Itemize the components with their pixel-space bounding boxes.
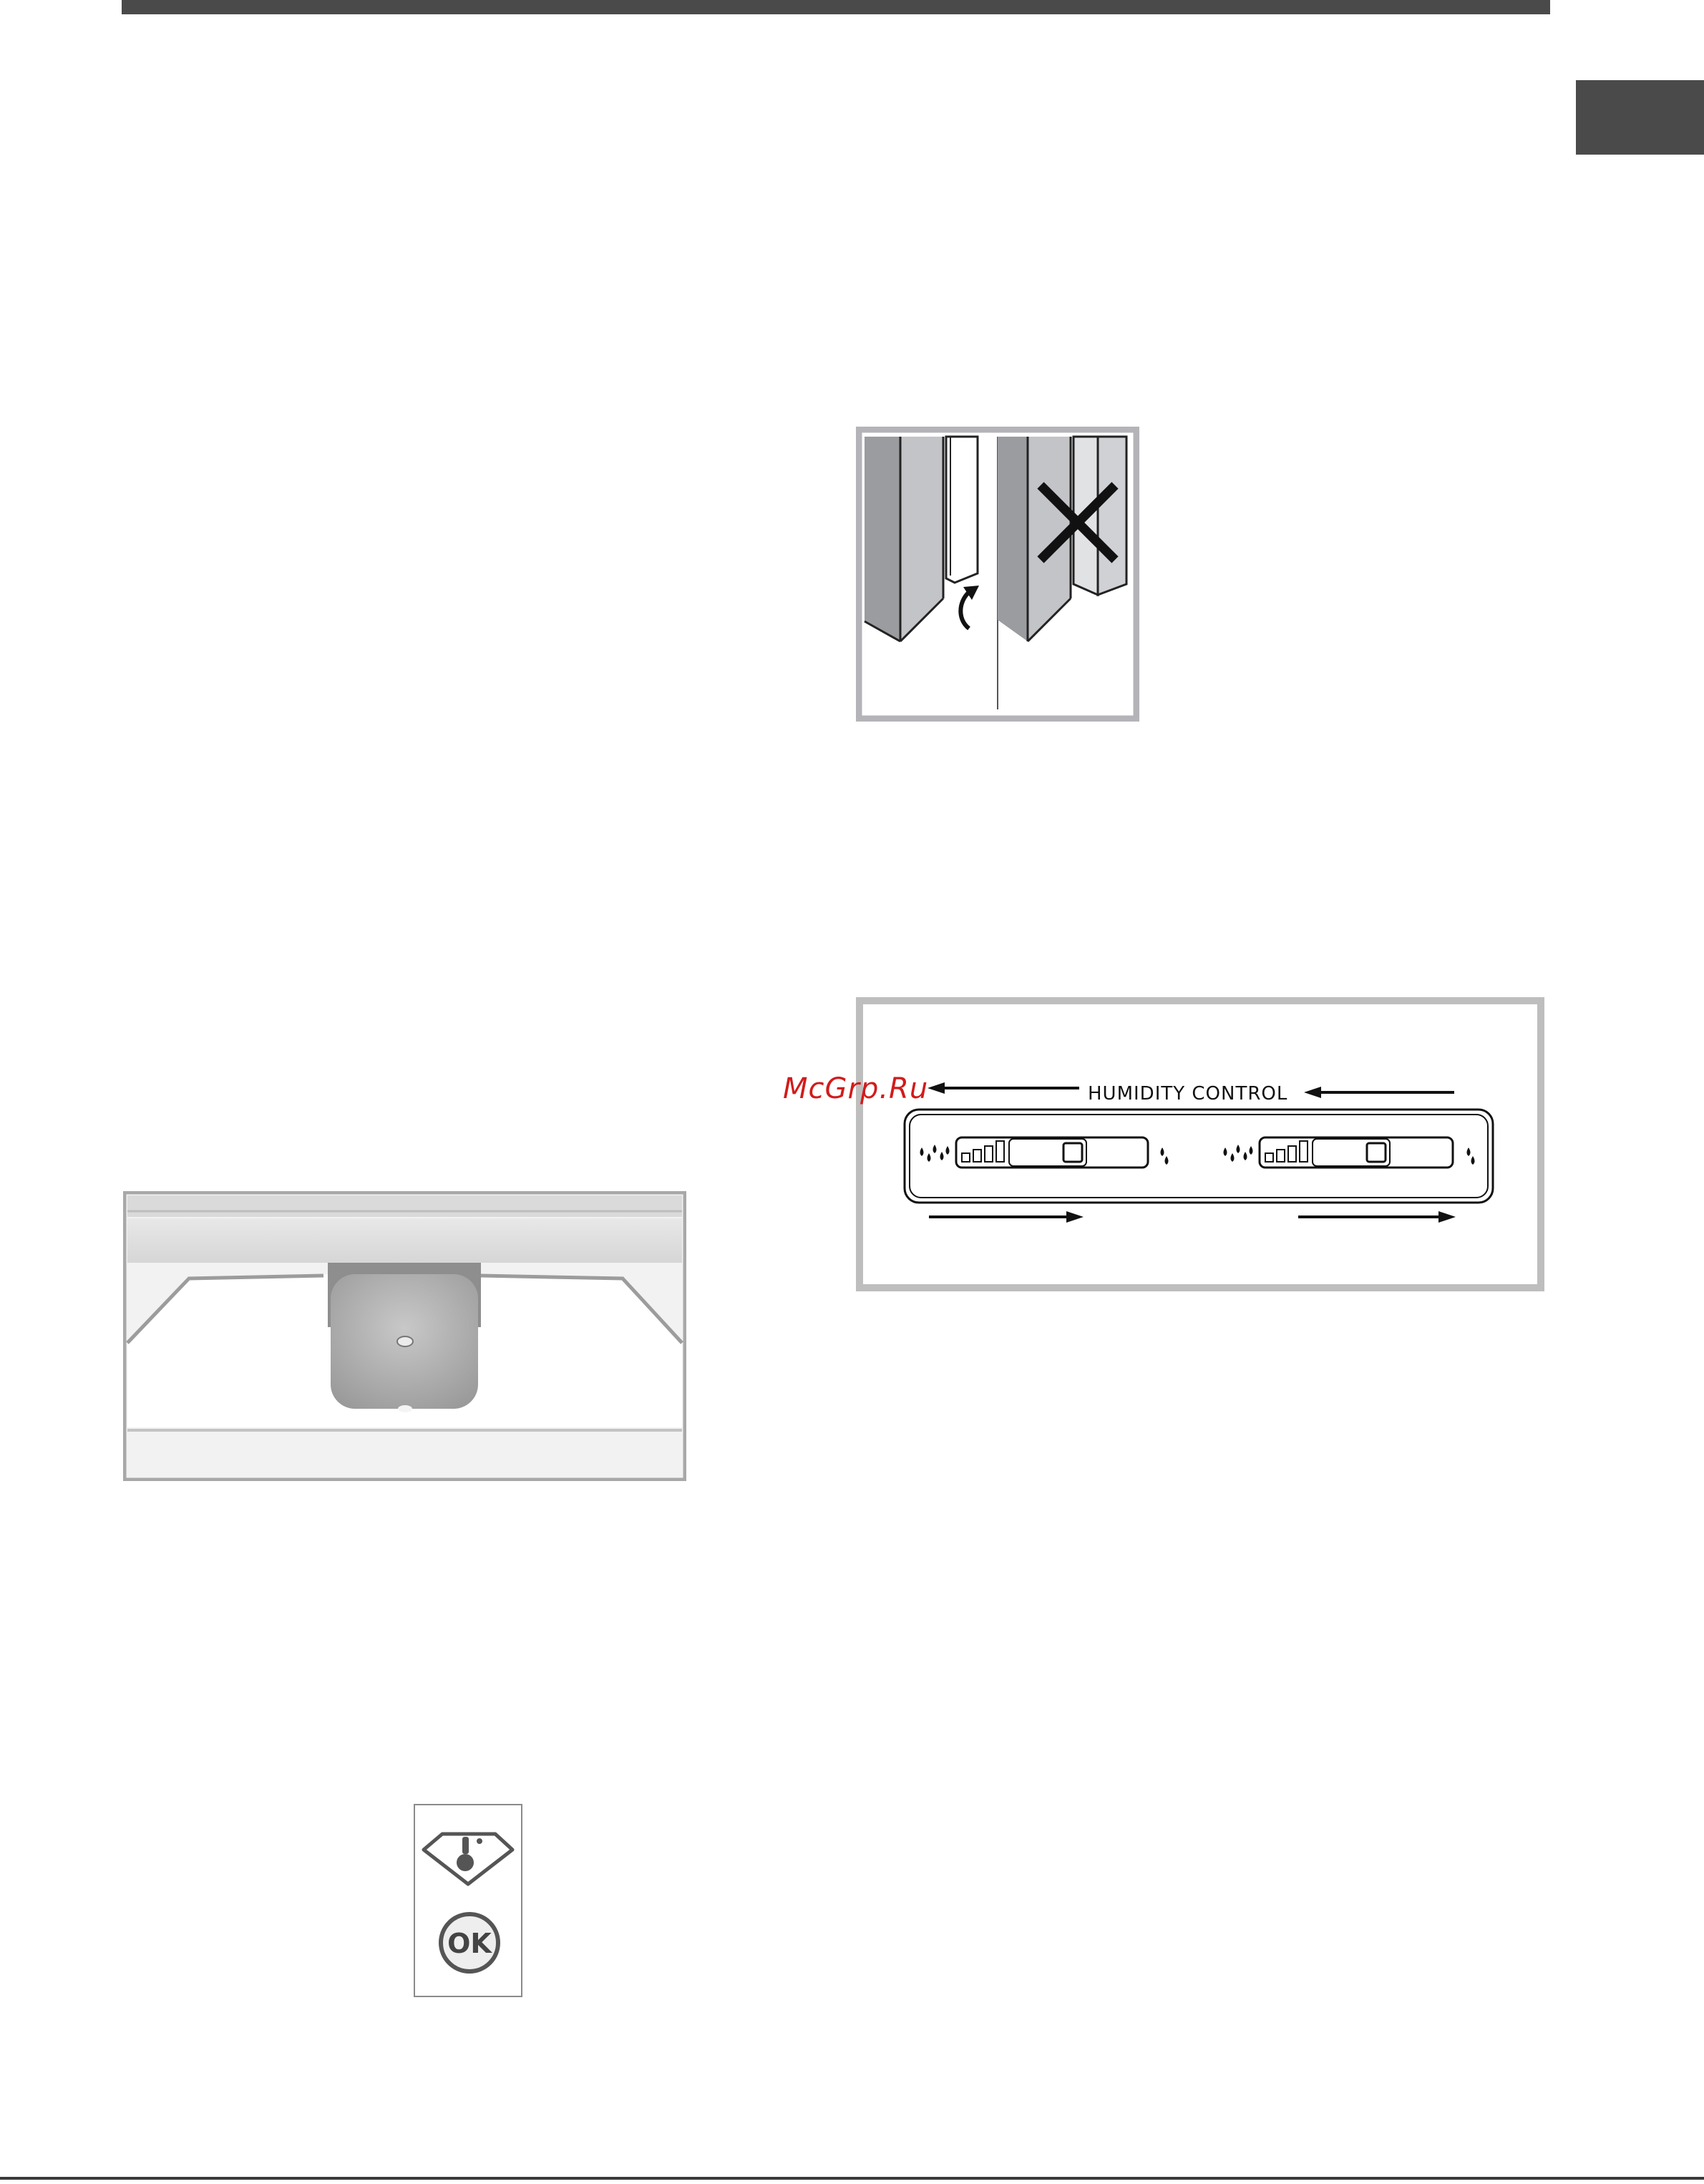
humidity-control-figure — [856, 997, 1544, 1291]
language-side-tab[interactable] — [1576, 80, 1704, 155]
humidity-slider-left[interactable] — [956, 1137, 1148, 1168]
fan-unit — [328, 1263, 481, 1412]
humidity-control-title: HUMIDITY CONTROL — [1088, 1083, 1288, 1105]
control-panel-figure — [414, 1804, 522, 1997]
header-rule — [122, 0, 1550, 14]
ok-label: OK — [447, 1928, 492, 1959]
footer-rule — [0, 2177, 1704, 2180]
humidity-slider-right[interactable] — [1260, 1137, 1453, 1168]
ok-button-icon[interactable] — [441, 1914, 498, 1971]
door-alignment-figure — [856, 427, 1139, 722]
watermark: McGrp.Ru — [783, 1072, 929, 1105]
temperature-drop-icon — [424, 1834, 512, 1884]
fan-photo-figure — [123, 1191, 686, 1481]
